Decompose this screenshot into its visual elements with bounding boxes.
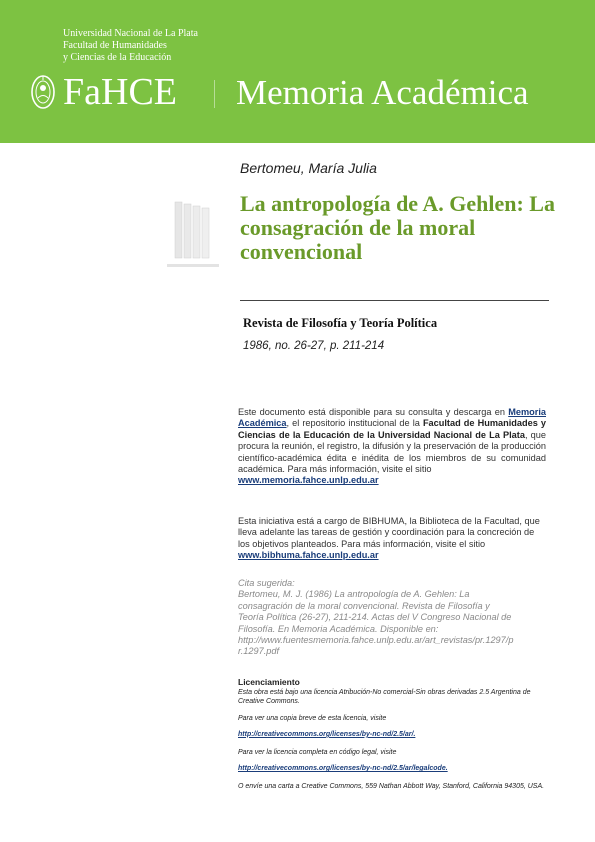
faculty-line: Facultad de Humanidades <box>63 40 167 51</box>
license-legal-link[interactable]: http://creativecommons.org/licenses/by-nc-nd/2.5/ar/legalcode. <box>238 765 448 773</box>
books-logo-icon <box>165 200 221 272</box>
title-divider <box>240 300 549 301</box>
license-short-text: Para ver una copia breve de esta licencia, visite <box>238 714 387 722</box>
faculty-bold-text: Facultad de Humanidades y Ciencias de la Educación de la Universidad Nacional de La Plata <box>238 418 546 440</box>
bibhuma-paragraph <box>238 516 546 562</box>
journal-name: Revista de Filosofía y Teoría Política <box>243 316 438 330</box>
memoria-academica-link[interactable]: Memoria Académica <box>238 407 546 429</box>
memoria-url-link[interactable]: www.memoria.fahce.unlp.edu.ar <box>238 475 379 486</box>
license-short-link[interactable]: http://creativecommons.org/licenses/by-nc-nd/2.5/ar/. <box>238 730 416 738</box>
header-banner <box>0 0 595 143</box>
publication-reference: 1986, no. 26-27, p. 211-214 <box>243 340 385 352</box>
license-block <box>238 677 548 791</box>
author: Bertomeu, María Julia <box>240 160 377 176</box>
citation-line: Filosofía. En Memoria Académica. Disponible en: <box>238 623 439 634</box>
university-name <box>63 28 198 64</box>
citation-label: Cita sugerida: <box>238 578 295 588</box>
fahce-logo: FaHCE <box>63 71 177 113</box>
citation-line: Teoría Política (26-27), 211-214. Actas del V Congreso Nacional de <box>238 612 512 623</box>
citation-block <box>238 578 538 658</box>
university-seal-icon <box>30 73 56 111</box>
citation-line: Bertomeu, M. J. (1986) La antropología de A. Gehlen: La <box>238 589 470 600</box>
document-title: La antropología de A. Gehlen: La consagración de la moral convencional <box>240 191 555 264</box>
license-text: Esta obra está bajo una licencia Atribución-No comercial-Sin obras derivadas 2.5 Argentina de Creative Commons. <box>238 689 531 706</box>
license-title: Licenciamiento <box>238 677 300 687</box>
availability-text: Este documento está disponible para su consulta y descarga en <box>238 407 509 417</box>
citation-line: r.1297.pdf <box>238 646 280 657</box>
repository-name: Memoria Académica <box>236 73 529 112</box>
availability-paragraph <box>238 407 546 487</box>
availability-text-3: , que procura la reunión, el registro, la difusión y la preservación de la producción científico-académica édita e inédita de los miembros de su comunidad académica. Para más información, visite el sitio <box>238 429 546 475</box>
license-legal-text: Para ver la licencia completa en código legal, visite <box>238 748 397 756</box>
university-line: Universidad Nacional de La Plata <box>63 28 198 39</box>
citation-line: http://www.fuentesmemoria.fahce.unlp.edu.ar/art_revistas/pr.1297/p <box>238 635 514 646</box>
header-divider <box>214 80 215 108</box>
bibhuma-text: Esta iniciativa está a cargo de BIBHUMA, la Biblioteca de la Facultad, que lleva adelante las tareas de gestión y coordinación para la concreción de los objetivos planteados. Para más información, visite el sitio <box>238 516 540 549</box>
faculty-line-2: y Ciencias de la Educación <box>63 52 172 63</box>
bibhuma-url-link[interactable]: www.bibhuma.fahce.unlp.edu.ar <box>238 550 379 561</box>
license-address-text: O envíe una carta a Creative Commons, 559 Nathan Abbott Way, Stanford, California 94305, USA. <box>238 783 545 791</box>
citation-line: consagración de la moral convencional. Revista de Filosofía y <box>238 600 490 611</box>
availability-text-2: , el repositorio institucional de la <box>286 418 423 429</box>
